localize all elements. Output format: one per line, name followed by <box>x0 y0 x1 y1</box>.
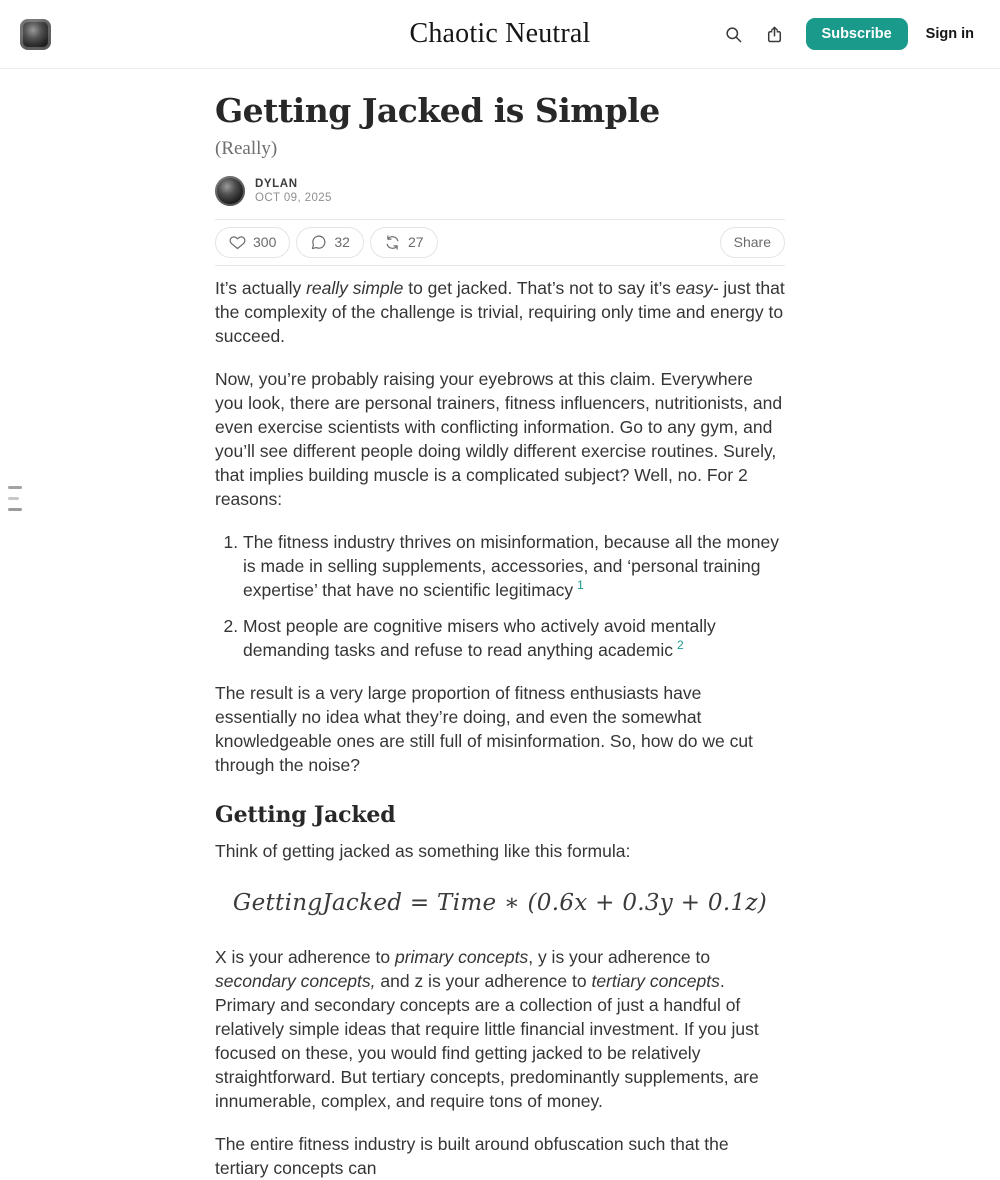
paragraph-2: Now, you’re probably raising your eyebrows at this claim. Everywhere you look, there are personal trainers, fitness influencers, nutritionists, and even exercise scientists with conflicting information. Go to any gym, and you’ll see different people doing wildly different exercise routines. Surely, that implies building muscle is a complicated subject? Well, no. For 2 reasons: <box>215 368 783 509</box>
search-button[interactable] <box>722 23 745 46</box>
post-page <box>215 69 785 1180</box>
restack-button[interactable] <box>370 227 438 258</box>
engagement-pills <box>215 227 438 258</box>
heart-icon <box>229 234 246 251</box>
header-share-button[interactable] <box>763 23 786 46</box>
byline-text <box>255 178 332 204</box>
subscribe-button[interactable]: Subscribe <box>806 18 908 50</box>
publication-logo[interactable] <box>20 19 51 50</box>
signin-link[interactable]: Sign in <box>925 26 974 42</box>
restack-icon <box>384 234 401 251</box>
comment-icon <box>310 234 327 251</box>
like-button[interactable] <box>215 227 290 258</box>
floating-outline-indicator[interactable] <box>8 486 22 519</box>
outline-dash <box>8 508 22 511</box>
share-icon <box>765 25 784 44</box>
paragraph-3: The result is a very large proportion of fitness enthusiasts have essentially no idea what they’re doing, and even the somewhat knowledgeable ones are still full of misinformation. So, how do we cut through the noise? <box>215 682 753 775</box>
footnote-link-1[interactable]: 1 <box>577 578 584 593</box>
reasons-list <box>215 530 785 662</box>
comment-button[interactable] <box>296 227 364 258</box>
post-share-button[interactable] <box>720 227 785 258</box>
author-avatar[interactable] <box>215 176 245 206</box>
publication-title[interactable]: Chaotic Neutral <box>409 18 591 49</box>
post-title: Getting Jacked is Simple <box>215 91 660 130</box>
engagement-bar <box>215 220 785 265</box>
byline <box>215 176 785 219</box>
list-item: 2. Most people are cognitive misers who actively avoid mentally demanding tasks and refuse to read anything academic $^2$ <box>243 614 785 662</box>
restack-count: 27 <box>407 234 424 251</box>
paragraph-1: It’s actually really simple to get jacked. That’s not to say it’s easy- just that the complexity of the challenge is trivial, requiring only time and energy to succeed. <box>215 277 785 346</box>
post-subtitle: (Really) <box>215 137 278 159</box>
footnote-link-2[interactable]: 2 <box>677 638 684 653</box>
comment-count: 32 <box>334 234 350 251</box>
post-date: OCT 09, 2025 <box>255 191 332 204</box>
list-item: 1. The fitness industry thrives on misinformation, because all the money is made in selling supplements, accessories, and ‘personal training expertise’ that have no scientific legitimacy $^1$ <box>243 530 785 602</box>
outline-dash <box>8 486 22 489</box>
share-label: Share <box>733 234 771 251</box>
paragraph-5: X is your adherence to primary concepts, y is your adherence to secondary concepts, and z is your adherence to tertiary concepts. Primary and secondary concepts are a collection of just a handful of relatively simple ideas that require little financial investment. If you just focused on these, you would find getting jacked to be relatively straightforward. But tertiary concepts, predominantly supplements, are innumerable, complex, and require tons of money. <box>215 946 759 1111</box>
search-icon <box>724 25 743 44</box>
outline-dash <box>8 497 19 500</box>
author-name[interactable]: DYLAN <box>255 177 298 190</box>
paragraph-4: Think of getting jacked as something like this formula: <box>215 840 631 861</box>
header-actions <box>722 18 974 50</box>
article-body <box>215 266 785 1180</box>
like-count: 300 <box>253 234 277 251</box>
site-header <box>0 0 1000 69</box>
paragraph-6: The entire fitness industry is built around obfuscation such that the tertiary concepts can <box>215 1133 729 1178</box>
section-heading: Getting Jacked <box>215 801 396 828</box>
math-formula: GettingJacked = Time ∗ (0.6x + 0.3y + 0.1z) <box>232 889 768 916</box>
